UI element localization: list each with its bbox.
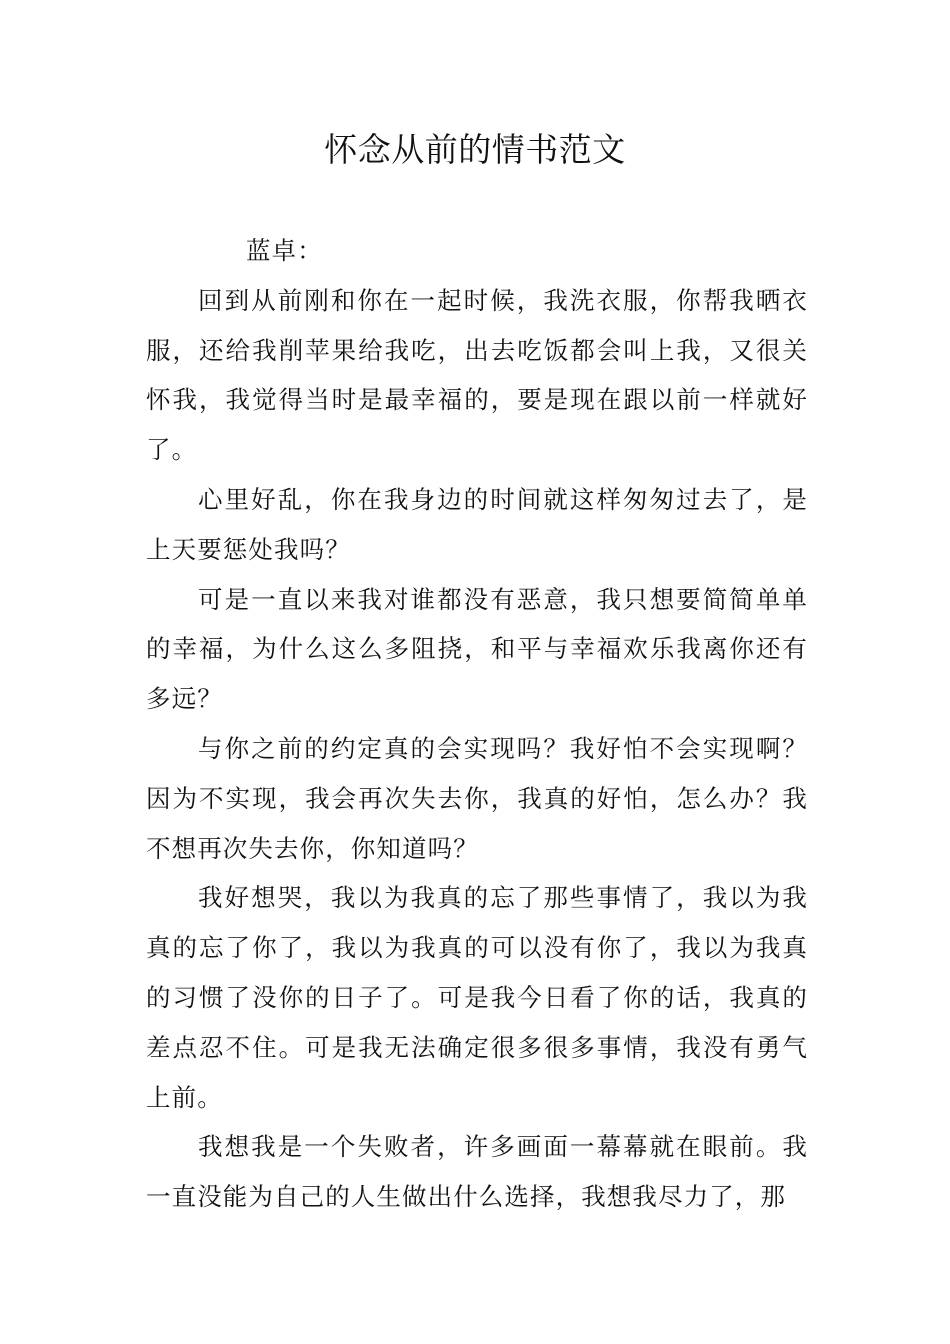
document-body <box>146 226 808 1222</box>
paragraph: 与你之前的约定真的会实现吗？我好怕不会实现啊？因为不实现，我会再次失去你，我真的好怕，怎么办？我不想再次失去你，你知道吗？ <box>146 733 808 863</box>
paragraph: 我想我是一个失败者，许多画面一幕幕就在眼前。我一直没能为自己的人生做出什么选择，我想我尽力了，那 <box>146 1132 808 1212</box>
letter-greeting: 蓝卓： <box>246 236 323 265</box>
paragraph: 可是一直以来我对谁都没有恶意，我只想要简简单单的幸福，为什么这么多阻挠，和平与幸福欢乐我离你还有多远？ <box>146 584 808 714</box>
paragraph: 心里好乱，你在我身边的时间就这样匆匆过去了，是上天要惩处我吗？ <box>146 484 808 564</box>
paragraph: 回到从前刚和你在一起时候，我洗衣服，你帮我晒衣服，还给我削苹果给我吃，出去吃饭都会叫上我，又很关怀我，我觉得当时是最幸福的，要是现在跟以前一样就好了。 <box>146 285 808 465</box>
document-title: 怀念从前的情书范文 <box>324 130 626 169</box>
paragraph: 我好想哭，我以为我真的忘了那些事情了，我以为我真的忘了你了，我以为我真的可以没有你了，我以为我真的习惯了没你的日子了。可是我今日看了你的话，我真的差点忍不住。可是我无法确定很多很多事情，我没有勇气上前。 <box>146 883 808 1112</box>
